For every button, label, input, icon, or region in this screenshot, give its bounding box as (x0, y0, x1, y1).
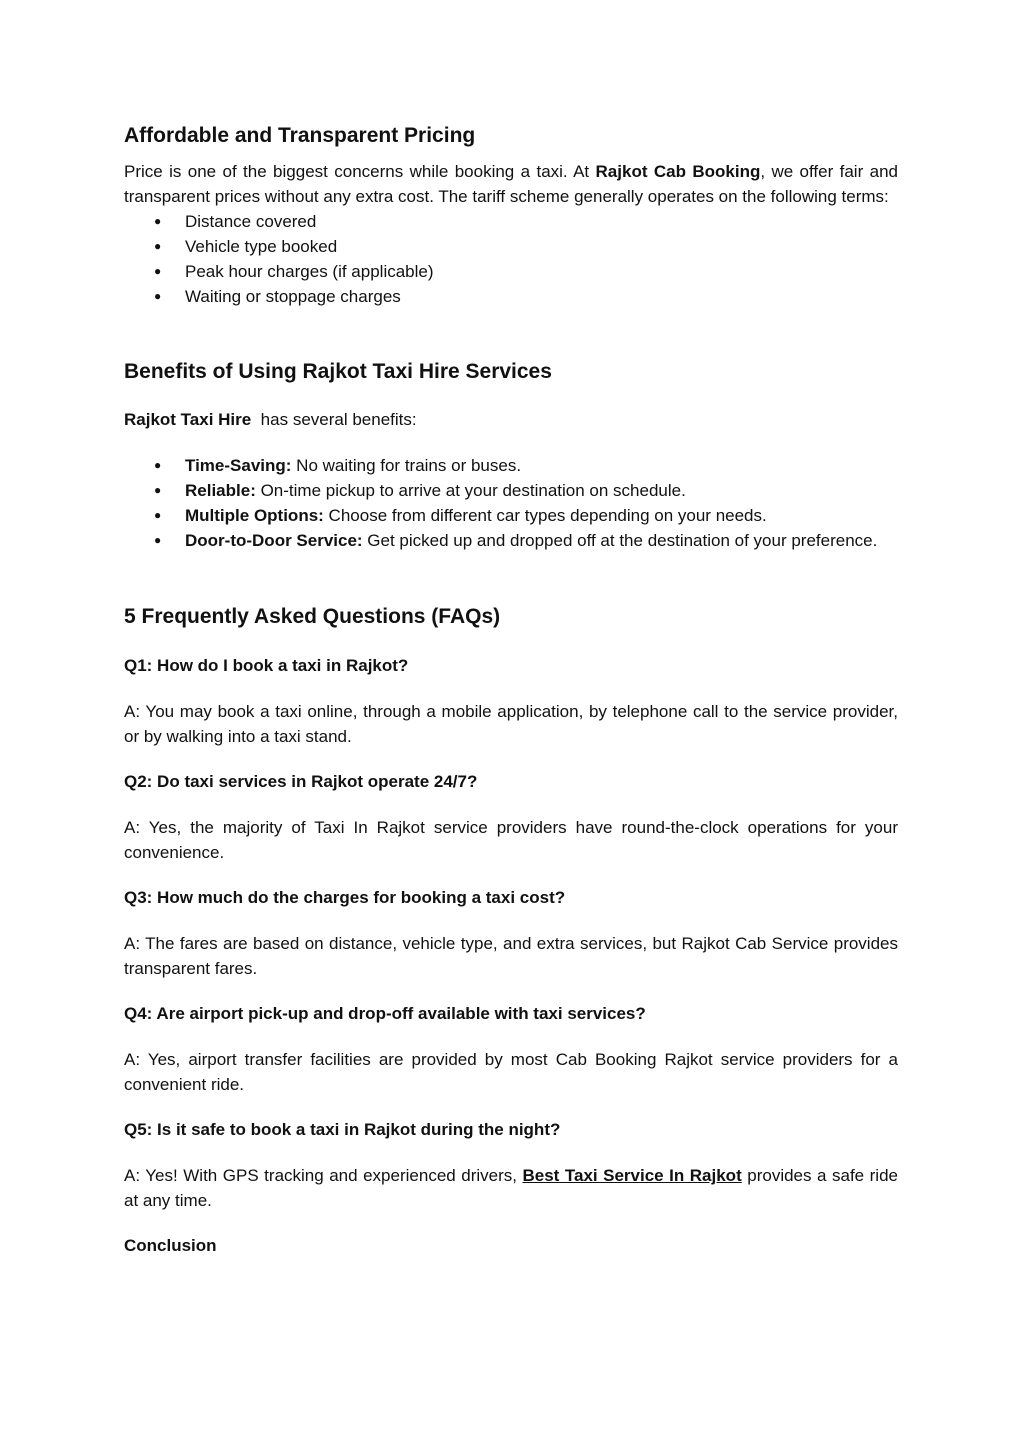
faq-question-5: Q5: Is it safe to book a taxi in Rajkot during the night? (124, 1120, 561, 1139)
pricing-terms-list (124, 209, 898, 309)
faq-answer-2: A: Yes, the majority of Taxi In Rajkot service providers have round-the-clock operations for your convenience. (124, 818, 898, 862)
bullet-icon: ● (154, 264, 162, 278)
bullet-icon: ● (154, 289, 162, 303)
benefits-list (124, 453, 898, 553)
faq-answer-5: A: Yes! With GPS tracking and experienced drivers, Best Taxi Service In Rajkot provides a safe ride at any time. (124, 1166, 898, 1210)
pricing-intro (124, 159, 898, 309)
bullet-icon: ● (154, 533, 162, 547)
list-item: ● Time-Saving: No waiting for trains or buses. (124, 453, 898, 478)
section-heading-benefits: Benefits of Using Rajkot Taxi Hire Services (124, 360, 552, 383)
bullet-icon: ● (154, 239, 162, 253)
list-item: ● Door-to-Door Service: Get picked up and dropped off at the destination of your preference. (124, 528, 898, 553)
faq-question-3: Q3: How much do the charges for booking a taxi cost? (124, 888, 566, 907)
list-item: ● Peak hour charges (if applicable) (124, 259, 898, 284)
faq-question-2: Q2: Do taxi services in Rajkot operate 24/7? (124, 772, 478, 791)
faq-answer-4: A: Yes, airport transfer facilities are provided by most Cab Booking Rajkot service providers for a convenient ride. (124, 1050, 898, 1094)
faq-question-1: Q1: How do I book a taxi in Rajkot? (124, 656, 409, 675)
section-heading-pricing: Affordable and Transparent Pricing (124, 124, 476, 147)
faq-answer-3: A: The fares are based on distance, vehicle type, and extra services, but Rajkot Cab Service provides transparent fares. (124, 934, 898, 978)
benefits-intro (124, 407, 898, 432)
faq-question-4: Q4: Are airport pick-up and drop-off available with taxi services? (124, 1004, 646, 1023)
rajkot-taxi-hire-text: Rajkot Taxi Hire (124, 410, 252, 429)
rajkot-cab-booking-text: Rajkot Cab Booking (595, 162, 761, 181)
bullet-icon: ● (154, 483, 162, 497)
faq-answer-1: A: You may book a taxi online, through a mobile application, by telephone call to the service provider, or by walking into a taxi stand. (124, 702, 898, 746)
bullet-icon: ● (154, 214, 162, 228)
list-item: ● Reliable: On-time pickup to arrive at your destination on schedule. (124, 478, 898, 503)
bullet-icon: ● (154, 508, 162, 522)
list-item: ● Multiple Options: Choose from different car types depending on your needs. (124, 503, 898, 528)
benefits-paragraph: Rajkot Taxi Hire has several benefits: (124, 410, 417, 429)
best-taxi-service-link[interactable]: Best Taxi Service In Rajkot (522, 1166, 742, 1185)
conclusion-heading: Conclusion (124, 1236, 217, 1255)
list-item: ● Distance covered (124, 209, 898, 234)
benefits-block (124, 453, 898, 553)
pricing-paragraph: Price is one of the biggest concerns while booking a taxi. At Rajkot Cab Booking, we offer fair and transparent prices without any extra cost. The tariff scheme generally operates on the following terms: (124, 162, 898, 206)
list-item: ● Waiting or stoppage charges (124, 284, 898, 309)
section-heading-faq: 5 Frequently Asked Questions (FAQs) (124, 605, 501, 628)
list-item: ● Vehicle type booked (124, 234, 898, 259)
bullet-icon: ● (154, 458, 162, 472)
